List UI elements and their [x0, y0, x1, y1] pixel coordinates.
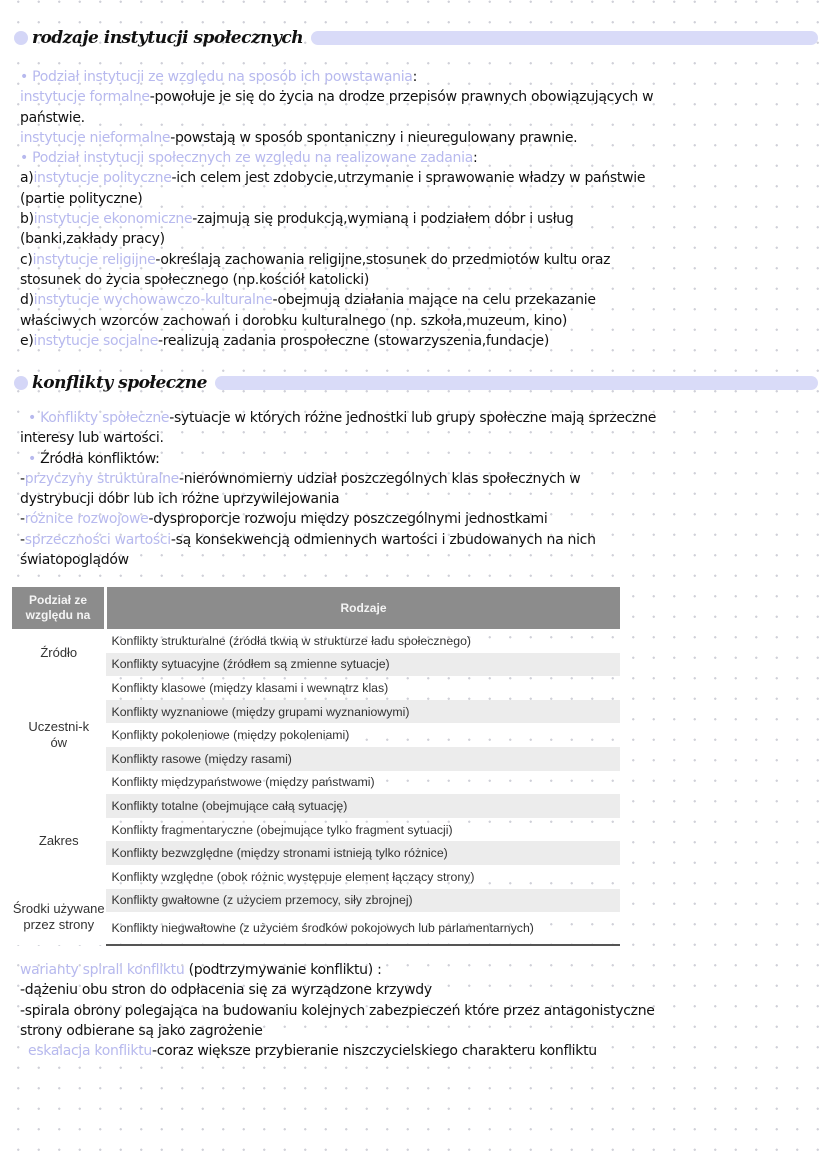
table-cell: Konflikty klasowe (między klasami i wewnątrz klas): [111, 680, 389, 695]
conflict-types-table: [12, 587, 620, 946]
header-highlight-bar: [215, 376, 818, 390]
table-cell: Konflikty względne (obok różnic występuje element łączący strony): [111, 869, 475, 884]
line-prefix: b): [20, 211, 34, 228]
line-text: -coraz większe przybieranie niszczycielskiego charakteru konfliktu: [151, 1043, 597, 1060]
line-text: strony odbierane są jako zagrożenie: [20, 1022, 263, 1039]
highlighted-term: przyczyny strukturalne: [24, 470, 179, 487]
line-text: -sytuacje w których różne jednostki lub grupy społeczne mają sprzeczne: [169, 410, 657, 426]
table-cell: Konflikty strukturalne (źródła tkwią w strukturze ładu społecznego): [111, 633, 471, 648]
line-prefix: c): [20, 251, 33, 268]
note-line: [20, 1021, 820, 1041]
note-line: [20, 209, 820, 229]
table-category-cell: Środki używane przez strony: [12, 889, 106, 946]
table-cell: Konflikty sytuacyjne (źródłem są zmienne sytuacje): [106, 653, 621, 677]
highlighted-term: • Podział instytucji ze względu na sposób ich powstawania: [20, 69, 413, 85]
table-category-cell: Zakres: [12, 794, 106, 888]
line-prefix: -: [20, 511, 25, 528]
note-line: [20, 189, 820, 209]
table-cell: Konflikty niegwałtowne (z użyciem środków pokojowych lub parlamentarnych): [106, 912, 621, 945]
bullet-dot-icon: [14, 31, 28, 45]
note-line: [20, 530, 820, 550]
note-line: [20, 250, 820, 270]
conflicts-notes: [20, 408, 820, 570]
note-line: [20, 980, 820, 1000]
table-cell: Konflikty totalne (obejmujące całą sytuację): [106, 794, 621, 818]
table-header-types: Rodzaje: [106, 587, 621, 629]
highlighted-term: • Konflikty społeczne: [28, 410, 170, 426]
highlighted-term: instytucje formalne: [20, 89, 150, 106]
line-prefix: -: [20, 531, 25, 548]
line-text: :: [412, 69, 417, 85]
line-text: -powstają w sposób spontaniczny i nieuregulowany prawnie.: [170, 129, 578, 146]
note-line: [20, 509, 820, 529]
note-line: [20, 331, 820, 351]
line-text: (podtrzymywanie konfliktu) :: [184, 962, 382, 978]
conflict-spiral-notes: [20, 960, 820, 1061]
highlighted-term: instytucje polityczne: [33, 170, 172, 187]
highlighted-term: sprzeczności wartości: [24, 531, 171, 548]
note-line: [20, 87, 820, 107]
table-row: [12, 889, 620, 913]
line-text: -spirala obrony polegająca na budowaniu kolejnych zabezpieczeń które przez antagonistyczne: [20, 1002, 655, 1019]
line-text: interesy lub wartości.: [20, 430, 164, 447]
highlighted-term: różnice rozwojowe: [24, 511, 149, 528]
line-text: -ich celem jest zdobycie,utrzymanie i sprawowanie władzy w państwie: [171, 170, 646, 187]
highlighted-term: •: [28, 450, 41, 467]
line-text: -nierównomierny udział poszczególnych klas społecznych w: [178, 470, 581, 487]
table-row: [12, 794, 620, 818]
table-cell: Konflikty fragmentaryczne (obejmujące tylko fragment sytuacji): [111, 822, 453, 837]
line-text: -powołuje je się do życia na drodze przepisów prawnych obowiązujących w: [149, 89, 654, 106]
table-cell: Konflikty pokoleniowe (między pokoleniami): [111, 728, 350, 743]
line-text: -realizują zadania prospołeczne (stowarzyszenia,fundacje): [158, 332, 550, 349]
note-line: [20, 428, 820, 448]
table-row: [12, 676, 620, 700]
section-title: rodzaje instytucji społecznych: [32, 28, 304, 48]
highlighted-term: instytucje socjalne: [33, 332, 159, 349]
note-line: [20, 67, 820, 87]
header-highlight-bar: [311, 31, 818, 45]
line-text: -określają zachowania religijne,stosunek do przedmiotów kultu oraz: [155, 251, 611, 268]
line-text: Źródła konfliktów:: [40, 450, 160, 467]
note-line: [20, 550, 820, 570]
line-text: -zajmują się produkcją,wymianą i podziałem dóbr i usług: [192, 211, 574, 228]
table-cell: Konflikty gwałtowne (z użyciem przemocy, siły zbrojnej): [106, 889, 621, 913]
section-title: konflikty społeczne: [32, 373, 207, 393]
institutions-notes: [20, 67, 820, 351]
section-header-conflicts: [14, 373, 818, 393]
table-cell: Konflikty wyznaniowe (między grupami wyznaniowymi): [106, 700, 621, 724]
line-text: (partie polityczne): [20, 190, 143, 207]
highlighted-term: instytucje ekonomiczne: [33, 211, 193, 228]
highlighted-term: instytucje religijne: [32, 251, 156, 268]
highlighted-term: instytucje nieformalne: [20, 129, 171, 146]
line-text: -dysproporcje rozwoju między poszczególnymi jednostkami: [148, 511, 548, 528]
table-cell: Konflikty bezwzględne (między stronami istnieją tylko różnice): [106, 841, 621, 865]
note-line: [20, 489, 820, 509]
note-line: [20, 408, 820, 428]
line-text: (banki,zakłady pracy): [20, 231, 165, 248]
table-cell: Konflikty rasowe (między rasami): [106, 747, 621, 771]
highlighted-term: warianty spirali konfliktu: [20, 962, 185, 978]
section-header-institutions: [14, 28, 818, 48]
line-text: -są konsekwencją odmiennych wartości i zbudowanych na nich: [170, 531, 596, 548]
note-line: [20, 1001, 820, 1021]
line-text: właściwych wzorców zachowań i dorobku kulturalnego (np. szkoła,muzeum, kino): [20, 312, 568, 329]
note-line: [20, 128, 820, 148]
note-line: [20, 311, 820, 331]
line-prefix: -: [20, 470, 25, 487]
note-line: [20, 148, 820, 168]
line-text: -obejmują działania mające na celu przekazanie: [272, 292, 596, 309]
note-line: [20, 290, 820, 310]
table-cell: Konflikty międzypaństwowe (między państwami): [111, 775, 375, 790]
line-text: stosunek do życia społecznego (np.kościół katolicki): [20, 271, 370, 288]
note-line: [20, 108, 820, 128]
note-line: [20, 168, 820, 188]
note-line: [20, 469, 820, 489]
table-category-cell: Źródło: [12, 629, 106, 676]
note-line: [20, 960, 820, 980]
line-prefix: d): [20, 292, 34, 309]
line-text: -dążeniu obu stron do odpłacenia się za wyrządzone krzywdy: [20, 982, 432, 999]
line-text: dystrybucji dóbr lub ich różne uprzywilejowania: [20, 491, 340, 508]
table-header-division: Podział ze względu na: [12, 587, 106, 629]
note-line: [20, 449, 820, 469]
highlighted-term: eskalacja konfliktu: [28, 1043, 152, 1060]
table-category-cell: Uczestni-ków: [12, 676, 106, 794]
line-text: światopoglądów: [20, 552, 129, 569]
highlighted-term: instytucje wychowawczo-kulturalne: [33, 292, 273, 309]
note-line: [20, 1041, 820, 1061]
line-text: :: [472, 150, 478, 167]
note-line: [20, 270, 820, 290]
line-text: państwie.: [20, 109, 85, 126]
highlighted-term: • Podział instytucji społecznych ze względu na realizowane zadania: [20, 150, 473, 167]
bullet-dot-icon: [14, 376, 28, 390]
note-line: [20, 229, 820, 249]
table-row: [12, 629, 620, 653]
line-prefix: e): [20, 332, 34, 349]
line-prefix: a): [20, 170, 34, 187]
